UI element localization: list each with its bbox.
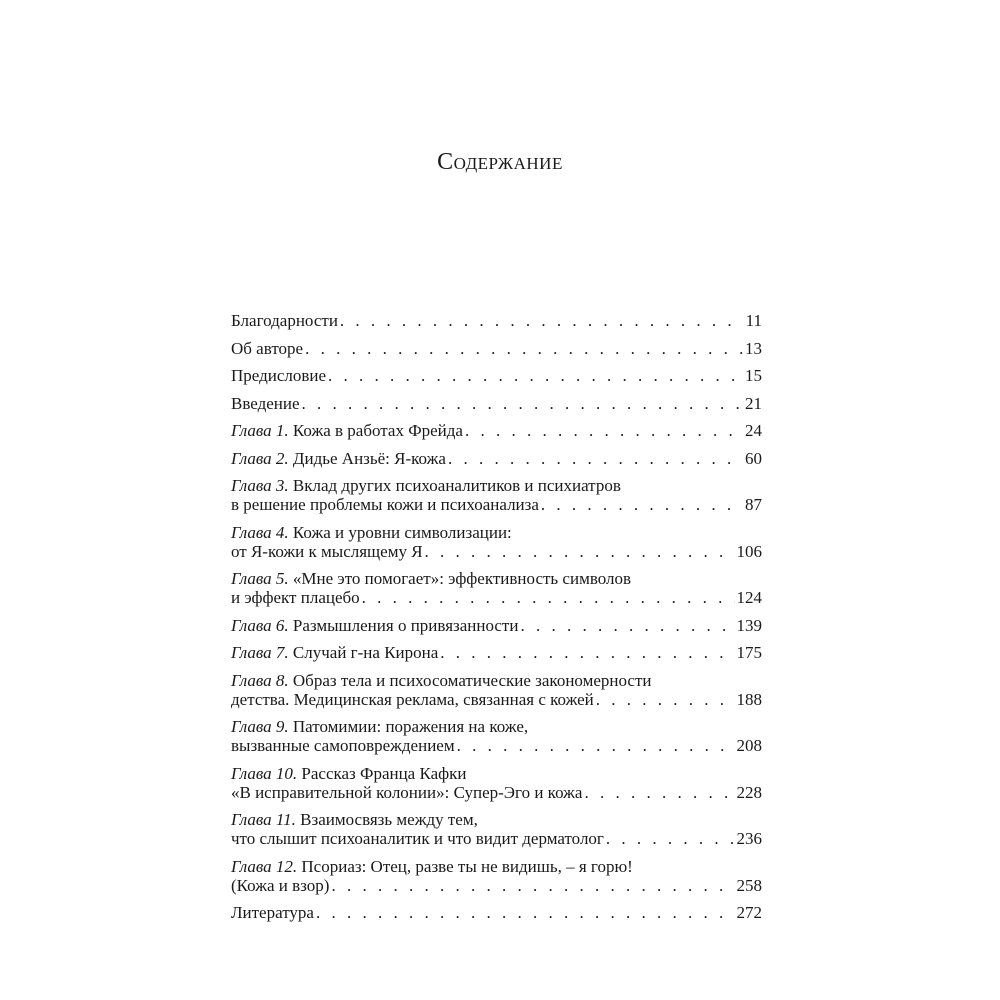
- toc-entry-title: детства. Медицинская реклама, связанная с кожей: [231, 689, 594, 709]
- toc-entry-line: [231, 588, 762, 607]
- toc-entry: [231, 569, 762, 607]
- toc-entry-title: Предисловие: [231, 366, 327, 385]
- toc-entry: [231, 671, 762, 709]
- toc-entry-text: [231, 643, 438, 662]
- toc-entry-title: Благодарности: [231, 311, 338, 330]
- toc-entry: [231, 903, 762, 922]
- toc-entry-text: [231, 810, 478, 829]
- page-number: 11: [745, 311, 762, 330]
- dot-leader: [305, 339, 743, 358]
- toc-entry-line: [231, 876, 762, 895]
- dot-leader: [331, 876, 734, 895]
- toc-entry: [231, 643, 762, 662]
- dot-leader: [606, 829, 735, 848]
- toc-entry-line: [231, 690, 762, 709]
- toc-entry-line: [231, 476, 762, 495]
- toc-entry-title: Литература: [231, 903, 314, 922]
- dot-leader: [316, 903, 735, 922]
- toc-entry: [231, 857, 762, 895]
- page-number: 188: [736, 689, 762, 709]
- toc-entry-line: [231, 366, 762, 385]
- toc-entry-line: [231, 339, 762, 358]
- toc-entry-line: [231, 523, 762, 542]
- chapter-label: Глава 1.: [231, 421, 289, 440]
- page-number: 272: [736, 903, 762, 922]
- page-number: 21: [745, 393, 762, 413]
- dot-leader: [596, 690, 735, 709]
- dot-leader: [457, 736, 735, 755]
- chapter-label: Глава 2.: [231, 448, 289, 468]
- chapter-label: Глава 9.: [231, 717, 289, 736]
- toc-entry-text: [231, 495, 539, 514]
- chapter-label: Глава 7.: [231, 643, 289, 662]
- chapter-label: Глава 4.: [231, 522, 289, 542]
- toc-entry-title: Кожа в работах Фрейда: [288, 421, 463, 440]
- dot-leader: [302, 394, 743, 413]
- toc-entry-title: Образ тела и психосоматические закономерности: [288, 670, 652, 690]
- toc-entry-line: [231, 394, 762, 413]
- toc-entry: [231, 449, 762, 468]
- toc-entry: [231, 339, 762, 358]
- toc-entry-title: Псориаз: Отец, разве ты не видишь, – я горю!: [297, 856, 633, 876]
- toc-entry-line: [231, 311, 762, 330]
- toc-entry-line: [231, 810, 762, 829]
- page-number: 236: [736, 829, 762, 848]
- toc-entry-title: в решение проблемы кожи и психоанализа: [231, 495, 539, 514]
- chapter-label: Глава 11.: [231, 810, 296, 829]
- toc-entry-text: [231, 616, 518, 635]
- toc-entry-text: [231, 671, 652, 690]
- toc-entry-title: от Я-кожи к мыслящему Я: [231, 541, 423, 561]
- toc-entry-text: [231, 339, 303, 358]
- toc-entry-title: «В исправительной колонии»: Супер-Эго и кожа: [231, 782, 583, 802]
- page-number: 13: [745, 338, 762, 358]
- toc-entry-text: [231, 476, 621, 495]
- dot-leader: [440, 643, 734, 662]
- chapter-label: Глава 8.: [231, 670, 289, 690]
- page-number: 258: [736, 875, 762, 895]
- toc-entry: [231, 616, 762, 635]
- toc-entry-line: [231, 764, 762, 783]
- toc-entry-text: [231, 449, 446, 468]
- toc-entry-text: [231, 857, 633, 876]
- toc-entry-title: Введение: [231, 393, 300, 413]
- toc-entry-title: Дидье Анзьё: Я-кожа: [288, 448, 446, 468]
- toc-entry-text: [231, 394, 300, 413]
- dot-leader: [520, 616, 734, 635]
- dot-leader: [448, 449, 743, 468]
- toc-entry-text: [231, 588, 360, 607]
- toc-entry-text: [231, 829, 604, 848]
- table-of-contents: [231, 311, 762, 931]
- toc-entry-text: [231, 783, 582, 802]
- page-number: 208: [736, 736, 762, 755]
- dot-leader: [328, 366, 743, 385]
- chapter-label: Глава 6.: [231, 615, 289, 635]
- toc-entry-text: [231, 717, 528, 736]
- toc-entry-text: [231, 569, 631, 588]
- toc-entry-text: [231, 764, 467, 783]
- toc-entry-line: [231, 736, 762, 755]
- chapter-label: Глава 12.: [231, 856, 298, 876]
- toc-entry-line: [231, 717, 762, 736]
- toc-entry-line: [231, 495, 762, 514]
- page-number: 175: [736, 643, 762, 662]
- toc-entry-line: [231, 783, 762, 802]
- page-number: 87: [745, 495, 762, 514]
- toc-entry-text: [231, 690, 594, 709]
- toc-entry-line: [231, 542, 762, 561]
- toc-entry-title: Кожа и уровни символизации:: [288, 522, 512, 542]
- toc-entry-text: [231, 311, 338, 330]
- dot-leader: [340, 311, 744, 330]
- toc-entry-text: [231, 876, 329, 895]
- toc-entry-line: [231, 421, 762, 440]
- toc-entry: [231, 717, 762, 755]
- toc-entry: [231, 311, 762, 330]
- page-title: Содержание: [437, 149, 563, 175]
- dot-leader: [465, 421, 743, 440]
- toc-entry-title: Рассказ Франца Кафки: [297, 763, 467, 783]
- toc-entry-text: [231, 421, 463, 440]
- page-number: 106: [736, 541, 762, 561]
- toc-entry-title: «Мне это помогает»: эффективность символов: [288, 569, 632, 588]
- dot-leader: [541, 495, 743, 514]
- toc-entry-text: [231, 736, 455, 755]
- toc-entry-title: вызванные самоповреждением: [231, 736, 455, 755]
- toc-entry-title: Вклад других психоаналитиков и психиатров: [288, 476, 621, 495]
- toc-entry: [231, 421, 762, 440]
- page-number: 228: [736, 782, 762, 802]
- toc-entry: [231, 394, 762, 413]
- toc-entry-line: [231, 616, 762, 635]
- toc-entry-text: [231, 523, 512, 542]
- toc-entry-text: [231, 542, 423, 561]
- dot-leader: [362, 588, 735, 607]
- page-number: 60: [745, 448, 762, 468]
- toc-entry-title: и эффект плацебо: [231, 588, 360, 607]
- toc-entry-title: (Кожа и взор): [231, 875, 330, 895]
- page-number: 139: [736, 615, 762, 635]
- toc-entry: [231, 764, 762, 802]
- toc-entry-title: Случай г-на Кирона: [288, 643, 439, 662]
- toc-entry-text: [231, 366, 326, 385]
- chapter-label: Глава 5.: [231, 569, 289, 588]
- toc-entry: [231, 476, 762, 514]
- toc-entry-line: [231, 643, 762, 662]
- dot-leader: [584, 783, 734, 802]
- toc-entry-line: [231, 903, 762, 922]
- toc-entry-title: Патомимии: поражения на коже,: [288, 717, 529, 736]
- toc-entry-text: [231, 903, 314, 922]
- toc-entry: [231, 523, 762, 561]
- toc-entry-line: [231, 857, 762, 876]
- toc-entry-title: Взаимосвязь между тем,: [295, 810, 478, 829]
- page-number: 124: [736, 588, 762, 607]
- toc-entry: [231, 366, 762, 385]
- page-number: 15: [745, 366, 762, 385]
- toc-entry-line: [231, 569, 762, 588]
- toc-entry-line: [231, 671, 762, 690]
- toc-entry-line: [231, 829, 762, 848]
- toc-entry-title: Размышления о привязанности: [288, 615, 519, 635]
- toc-entry-title: Об авторе: [231, 338, 304, 358]
- chapter-label: Глава 10.: [231, 763, 298, 783]
- toc-entry-line: [231, 449, 762, 468]
- toc-entry-title: что слышит психоаналитик и что видит дерматолог: [231, 829, 604, 848]
- toc-entry: [231, 810, 762, 848]
- dot-leader: [425, 542, 735, 561]
- page-number: 24: [745, 421, 762, 440]
- chapter-label: Глава 3.: [231, 476, 289, 495]
